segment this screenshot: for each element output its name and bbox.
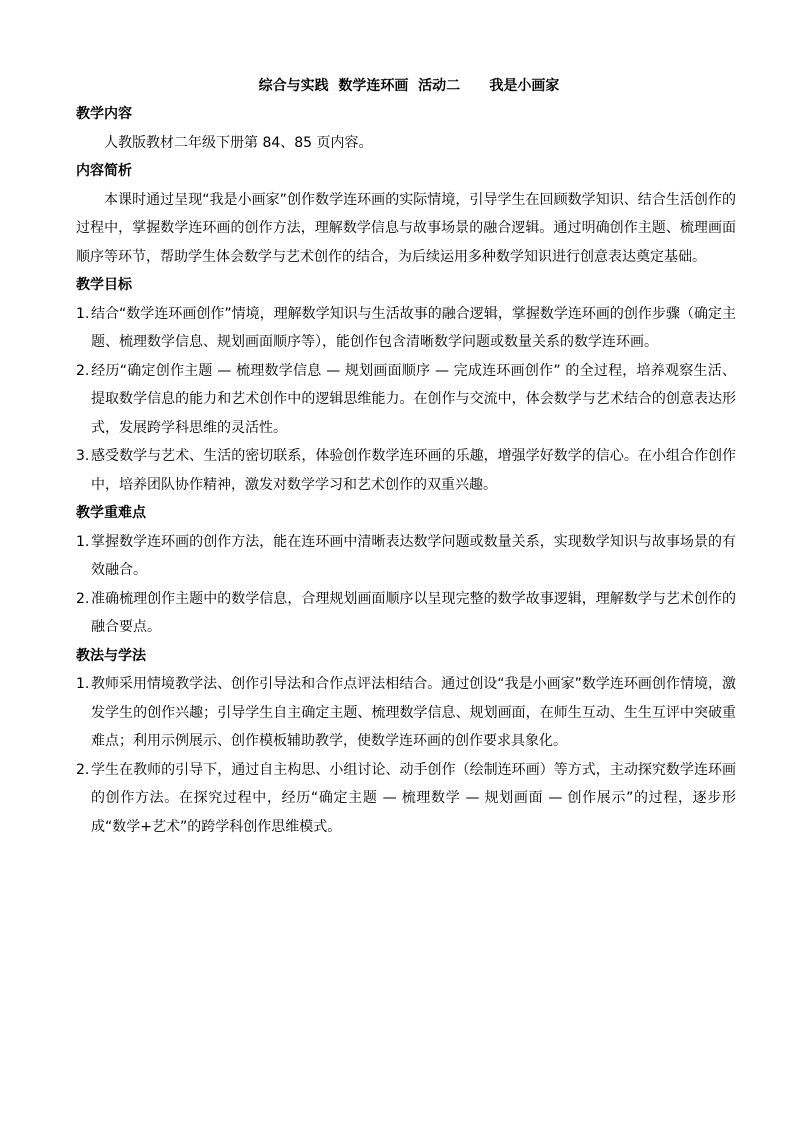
list-item <box>76 357 736 443</box>
document-title: 综合与实践 数学连环画 活动二 我是小画家 <box>258 78 560 94</box>
document-page <box>76 72 736 841</box>
list-item-number: 2. <box>76 761 90 778</box>
list-item <box>76 300 736 357</box>
list-item-text: 掌握数学连环画的创作方法，能在连环画中清晰表达数学问题或数量关系，实现数学知识与故事场景的有效融合。 <box>91 533 736 578</box>
list-item-text: 经历“确定创作主题 — 梳理数学信息 — 规划画面顺序 — 完成连环画创作” 的全过程，培养观察生活、提取数学信息的能力和艺术创作中的逻辑思维能力。在创作与交流中，体会数学与艺术结合的创意表达形式，发展跨学科思维的灵活性。 <box>91 362 736 436</box>
list-item-text: 准确梳理创作主题中的数学信息，合理规划画面顺序以呈现完整的数学故事逻辑，理解数学与艺术创作的融合要点。 <box>91 590 736 635</box>
section-paragraph: 本课时通过呈现“我是小画家”创作数学连环画的实际情境，引导学生在回顾数学知识、结合生活创作的过程中，掌握数学连环画的创作方法，理解数学信息与故事场景的融合逻辑。通过明确创作主题、梳理画面顺序等环节，帮助学生体会数学与艺术创作的结合，为后续运用多种数学知识进行创意表达奠定基础。 <box>76 191 736 265</box>
list-item-text: 结合“数学连环画创作”情境，理解数学知识与生活故事的融合逻辑，掌握数学连环画的创作步骤（确定主题、梳理数学信息、规划画面顺序等），能创作包含清晰数学问题或数量关系的数学连环画。 <box>91 305 736 350</box>
section-heading-teaching-goals: 教学目标 <box>76 277 132 293</box>
list-item <box>76 670 736 756</box>
section-heading-content-analysis: 内容简析 <box>76 163 132 179</box>
section-heading-teaching-content: 教学内容 <box>76 106 132 122</box>
section-heading-methods: 教法与学法 <box>76 647 146 664</box>
list-item <box>76 585 736 642</box>
list-item-text: 学生在教师的引导下，通过自主构思、小组讨论、动手创作（绘制连环画）等方式，主动探究数学连环画的创作方法。在探究过程中，经历“确定主题 — 梳理数学 — 规划画面 — 创作展示”的过程，逐步形成“数学+艺术”的跨学科创作思维模式。 <box>91 761 736 835</box>
list-item-text: 感受数学与艺术、生活的密切联系，体验创作数学连环画的乐趣，增强学好数学的信心。在小组合作创作中，培养团队协作精神，激发对数学学习和艺术创作的双重兴趣。 <box>91 448 736 493</box>
list-item-number: 1. <box>76 305 90 322</box>
list-item-number: 2. <box>76 362 90 379</box>
list-item <box>76 528 736 585</box>
list-item-number: 3. <box>76 448 90 464</box>
list-item-text: 教师采用情境教学法、创作引导法和合作点评法相结合。通过创设“我是小画家”数学连环画创作情境，激发学生的创作兴趣；引导学生自主确定主题、梳理数学信息、规划画面，在师生互动、生生互评中突破重难点；利用示例展示、创作模板辅助教学，使数学连环画的创作要求具象化。 <box>91 676 736 749</box>
section-paragraph: 人教版教材二年级下册第 84、85 页内容。 <box>104 134 373 151</box>
list-item <box>76 442 736 499</box>
list-item-number: 1. <box>76 533 90 550</box>
list-item <box>76 756 736 842</box>
list-item-number: 2. <box>76 590 90 607</box>
section-heading-key-points: 教学重难点 <box>76 505 146 521</box>
list-item-number: 1. <box>76 676 90 692</box>
